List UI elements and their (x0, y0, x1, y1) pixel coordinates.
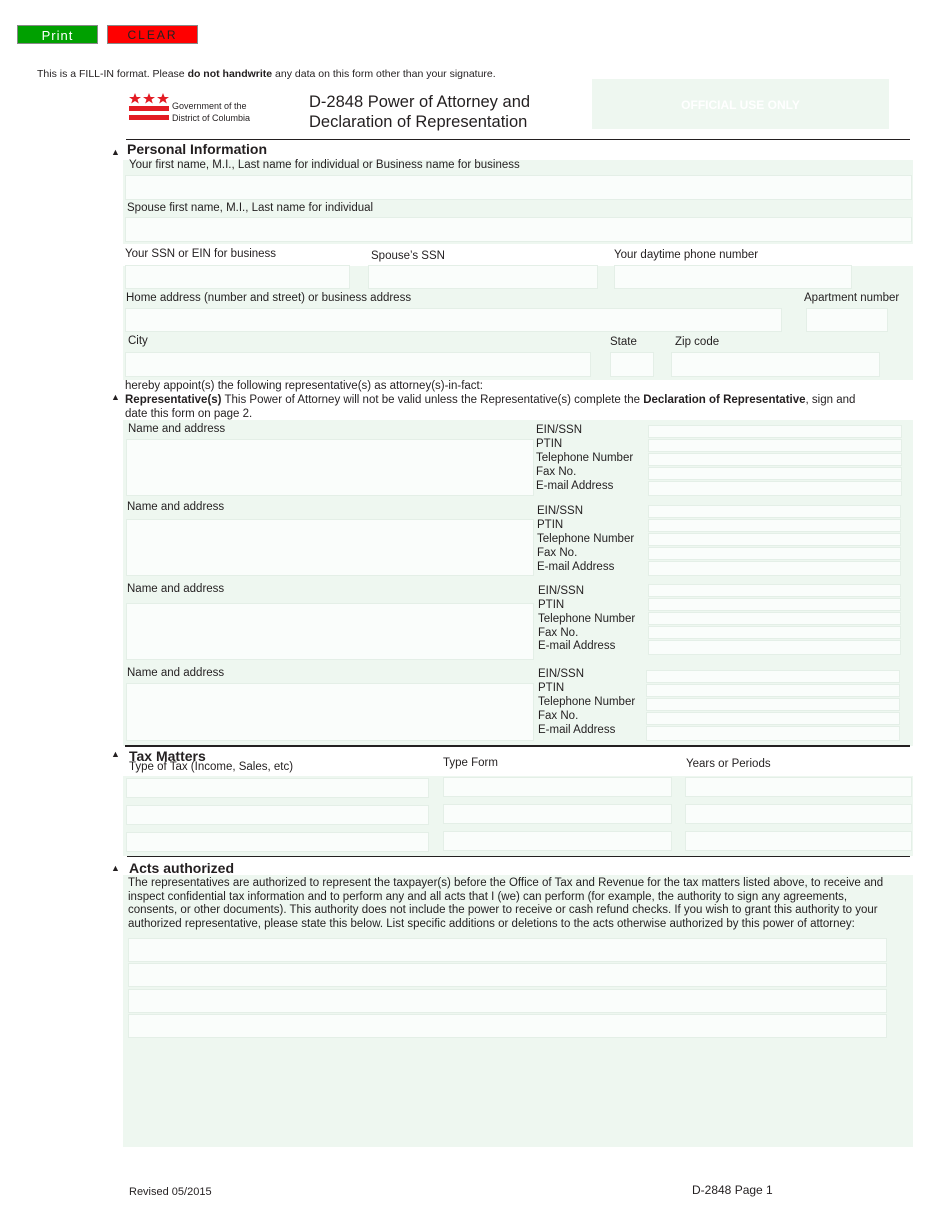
rep4-ein-label: EIN/SSN (538, 668, 585, 680)
ssn-input[interactable] (125, 265, 350, 289)
name-input[interactable] (125, 175, 912, 200)
tax-years-input-1[interactable] (685, 777, 912, 797)
rep3-telephone-input[interactable] (648, 612, 901, 625)
rep4-telephone-input[interactable] (646, 698, 900, 711)
acts-line-3: consents, or other documents). This authority does not include the power to receive or cash refund checks. If you wish to grant this authority to your (128, 904, 878, 917)
personal-info-heading: Personal Information (127, 141, 268, 157)
rep4-ptin-input[interactable] (646, 684, 900, 697)
rep3-fax-input[interactable] (648, 626, 901, 639)
rep2-fax-label: Fax No. (537, 547, 578, 559)
name-label: Your first name, M.I., Last name for individual or Business name for business (129, 159, 520, 171)
rep1-ptin-label: PTIN (536, 438, 563, 450)
tax-years-input-2[interactable] (685, 804, 912, 824)
logo-text (172, 100, 250, 124)
rep1-ein-input[interactable] (648, 425, 902, 438)
phone-label: Your daytime phone number (614, 249, 759, 261)
revised-date: Revised 05/2015 (129, 1186, 212, 1198)
official-use-box (592, 79, 889, 129)
tax-years-label: Years or Periods (686, 758, 771, 770)
tax-form-label: Type Form (443, 757, 498, 769)
rep4-fax-input[interactable] (646, 712, 900, 725)
tax-matters-heading: Tax Matters (129, 748, 206, 764)
address-label: Home address (number and street) or business address (126, 292, 412, 304)
representative-notice: Representative(s) This Power of Attorney will not be valid unless the Representative(s) complete the Declaration of Representative, sign and date this form on page 2. (125, 394, 856, 420)
tax-type-input-2[interactable] (126, 805, 429, 825)
acts-heading: Acts authorized (129, 860, 235, 876)
ssn-label: Your SSN or EIN for business (125, 248, 277, 260)
rep2-name-label: Name and address (127, 501, 225, 513)
rep4-ptin-label: PTIN (538, 682, 565, 694)
rep4-ein-input[interactable] (646, 670, 900, 683)
tax-type-input-1[interactable] (126, 778, 429, 798)
section-arrow-icon: ▲ (111, 749, 120, 759)
address-input[interactable] (125, 308, 782, 332)
rep1-ptin-input[interactable] (648, 439, 902, 452)
tax-type-input-3[interactable] (126, 832, 429, 852)
official-use-label: OFFICIAL USE ONLY (681, 98, 800, 112)
rep3-ein-input[interactable] (648, 584, 901, 597)
section-arrow-icon: ▲ (111, 863, 120, 873)
tax-matters-rule (125, 745, 910, 747)
rep4-name-label: Name and address (127, 667, 225, 679)
rep1-fax-label: Fax No. (536, 466, 577, 478)
acts-input-2[interactable] (128, 963, 887, 987)
spouse-name-label: Spouse first name, M.I., Last name for individual (127, 202, 374, 214)
rep3-fax-label: Fax No. (538, 627, 579, 639)
tax-form-input-2[interactable] (443, 804, 672, 824)
rep3-name-address-input[interactable] (126, 603, 534, 660)
rep1-name-address-input[interactable] (126, 439, 534, 496)
tax-years-input-3[interactable] (685, 831, 912, 851)
form-title (309, 92, 530, 132)
print-button[interactable]: Print (17, 25, 98, 44)
rep2-ein-input[interactable] (648, 505, 901, 518)
clear-button[interactable]: CLEAR (107, 25, 198, 44)
city-input[interactable] (125, 352, 591, 377)
rep2-ein-label: EIN/SSN (537, 505, 584, 517)
acts-description (128, 877, 908, 931)
rep3-email-input[interactable] (648, 640, 901, 655)
rep4-fax-label: Fax No. (538, 710, 579, 722)
form-title-line1: D-2848 Power of Attorney and (309, 93, 531, 111)
section-arrow-icon: ▲ (111, 147, 120, 157)
acts-input-4[interactable] (128, 1014, 887, 1038)
apartment-input[interactable] (806, 308, 888, 332)
tax-type-label: Type of Tax (Income, Sales, etc) (129, 761, 294, 773)
spouse-name-input[interactable] (125, 217, 912, 242)
dc-flag-logo-icon (129, 93, 169, 121)
acts-line-1: The representatives are authorized to represent the taxpayer(s) before the Office of Tax and Revenue for the tax matters listed above, to receive and (128, 877, 884, 889)
acts-line-2: inspect confidential tax information and to perform any and all acts that I (we) can perform (for example, the authority to sign any agreements, (128, 890, 848, 903)
section-arrow-icon: ▲ (111, 392, 120, 402)
rep2-fax-input[interactable] (648, 547, 901, 560)
rep4-telephone-label: Telephone Number (538, 696, 636, 708)
rep1-email-input[interactable] (648, 481, 902, 496)
spouse-ssn-label: Spouse’s SSN (371, 250, 445, 262)
appoint-text: hereby appoint(s) the following representative(s) as attorney(s)-in-fact: (125, 380, 483, 392)
rep1-telephone-label: Telephone Number (536, 452, 634, 464)
rep3-telephone-label: Telephone Number (538, 613, 636, 625)
zip-label: Zip code (675, 336, 720, 348)
rep2-email-input[interactable] (648, 561, 901, 576)
rep3-ein-label: EIN/SSN (538, 585, 585, 597)
state-label: State (610, 336, 637, 348)
rep2-email-label: E-mail Address (537, 561, 615, 573)
rep4-email-label: E-mail Address (538, 724, 616, 736)
rep2-telephone-label: Telephone Number (537, 533, 635, 545)
rep1-email-label: E-mail Address (536, 480, 614, 492)
rep2-ptin-input[interactable] (648, 519, 901, 532)
state-input[interactable] (610, 352, 654, 377)
apartment-label: Apartment number (804, 292, 900, 304)
rep3-email-label: E-mail Address (538, 640, 616, 652)
phone-input[interactable] (614, 265, 852, 289)
rep4-email-input[interactable] (646, 726, 900, 741)
rep3-ptin-label: PTIN (538, 599, 565, 611)
rep3-name-label: Name and address (127, 583, 225, 595)
page-number: D-2848 Page 1 (692, 1183, 773, 1197)
title-rule (126, 139, 910, 140)
acts-line-4: authorized representative, please state this below. List specific additions or deletions to the acts otherwise authorized by this power of attorney: (128, 917, 855, 930)
rep2-ptin-label: PTIN (537, 519, 564, 531)
logo-line1: Government of the (172, 101, 247, 111)
spouse-ssn-input[interactable] (368, 265, 598, 289)
rep1-fax-input[interactable] (648, 467, 902, 480)
acts-input-1[interactable] (128, 938, 887, 962)
acts-rule (127, 856, 910, 857)
rep1-telephone-input[interactable] (648, 453, 902, 466)
rep1-name-label: Name and address (128, 423, 226, 435)
city-label: City (128, 335, 148, 347)
acts-input-3[interactable] (128, 989, 887, 1013)
zip-input[interactable] (671, 352, 880, 377)
logo-line2: District of Columbia (172, 113, 251, 123)
fill-in-notice: This is a FILL-IN format. Please do not handwrite any data on this form other than your signature. (37, 68, 496, 80)
rep1-ein-label: EIN/SSN (536, 424, 583, 436)
tax-form-input-3[interactable] (443, 831, 672, 851)
rep2-name-address-input[interactable] (126, 519, 534, 576)
form-title-line2: Declaration of Representation (309, 113, 528, 131)
tax-form-input-1[interactable] (443, 777, 672, 797)
rep3-ptin-input[interactable] (648, 598, 901, 611)
rep4-name-address-input[interactable] (126, 683, 534, 741)
rep2-telephone-input[interactable] (648, 533, 901, 546)
